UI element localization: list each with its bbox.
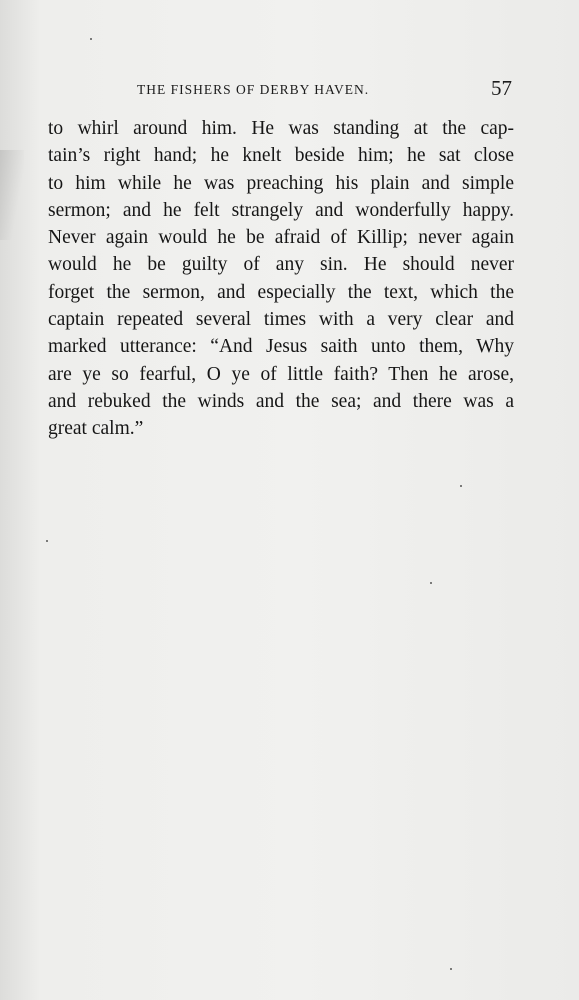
paper-speck	[90, 38, 92, 40]
running-title: THE FISHERS OF DERBY HAVEN.	[137, 82, 370, 97]
text-line: tain’s right hand; he knelt beside him; he sat close	[48, 145, 514, 167]
text-line: marked utterance: “And Jesus saith unto them, Why	[48, 336, 514, 358]
body-text	[48, 115, 514, 443]
text-line: sermon; and he felt strangely and wonderfully happy.	[48, 199, 514, 221]
text-line: to whirl around him. He was standing at the cap-	[48, 118, 514, 139]
text-line: captain repeated several times with a very clear and	[48, 309, 514, 331]
page-number: 57	[491, 76, 512, 100]
text-line: and rebuked the winds and the sea; and there was a	[48, 390, 514, 412]
paper-speck	[450, 968, 452, 970]
text-line-last: great calm.”	[48, 418, 144, 440]
paper-speck	[430, 582, 432, 584]
paper-speck	[46, 540, 48, 542]
text-line: forget the sermon, and especially the text, which the	[48, 281, 514, 303]
text-line: are ye so fearful, O ye of little faith? Then he arose,	[48, 363, 514, 385]
text-line: would he be guilty of any sin. He should never	[48, 254, 514, 276]
paper-speck	[460, 485, 462, 487]
text-line: Never again would he be afraid of Killip; never again	[48, 227, 514, 249]
running-head	[48, 76, 514, 100]
text-line: to him while he was preaching his plain and simple	[48, 172, 514, 194]
page-crease	[0, 150, 24, 240]
